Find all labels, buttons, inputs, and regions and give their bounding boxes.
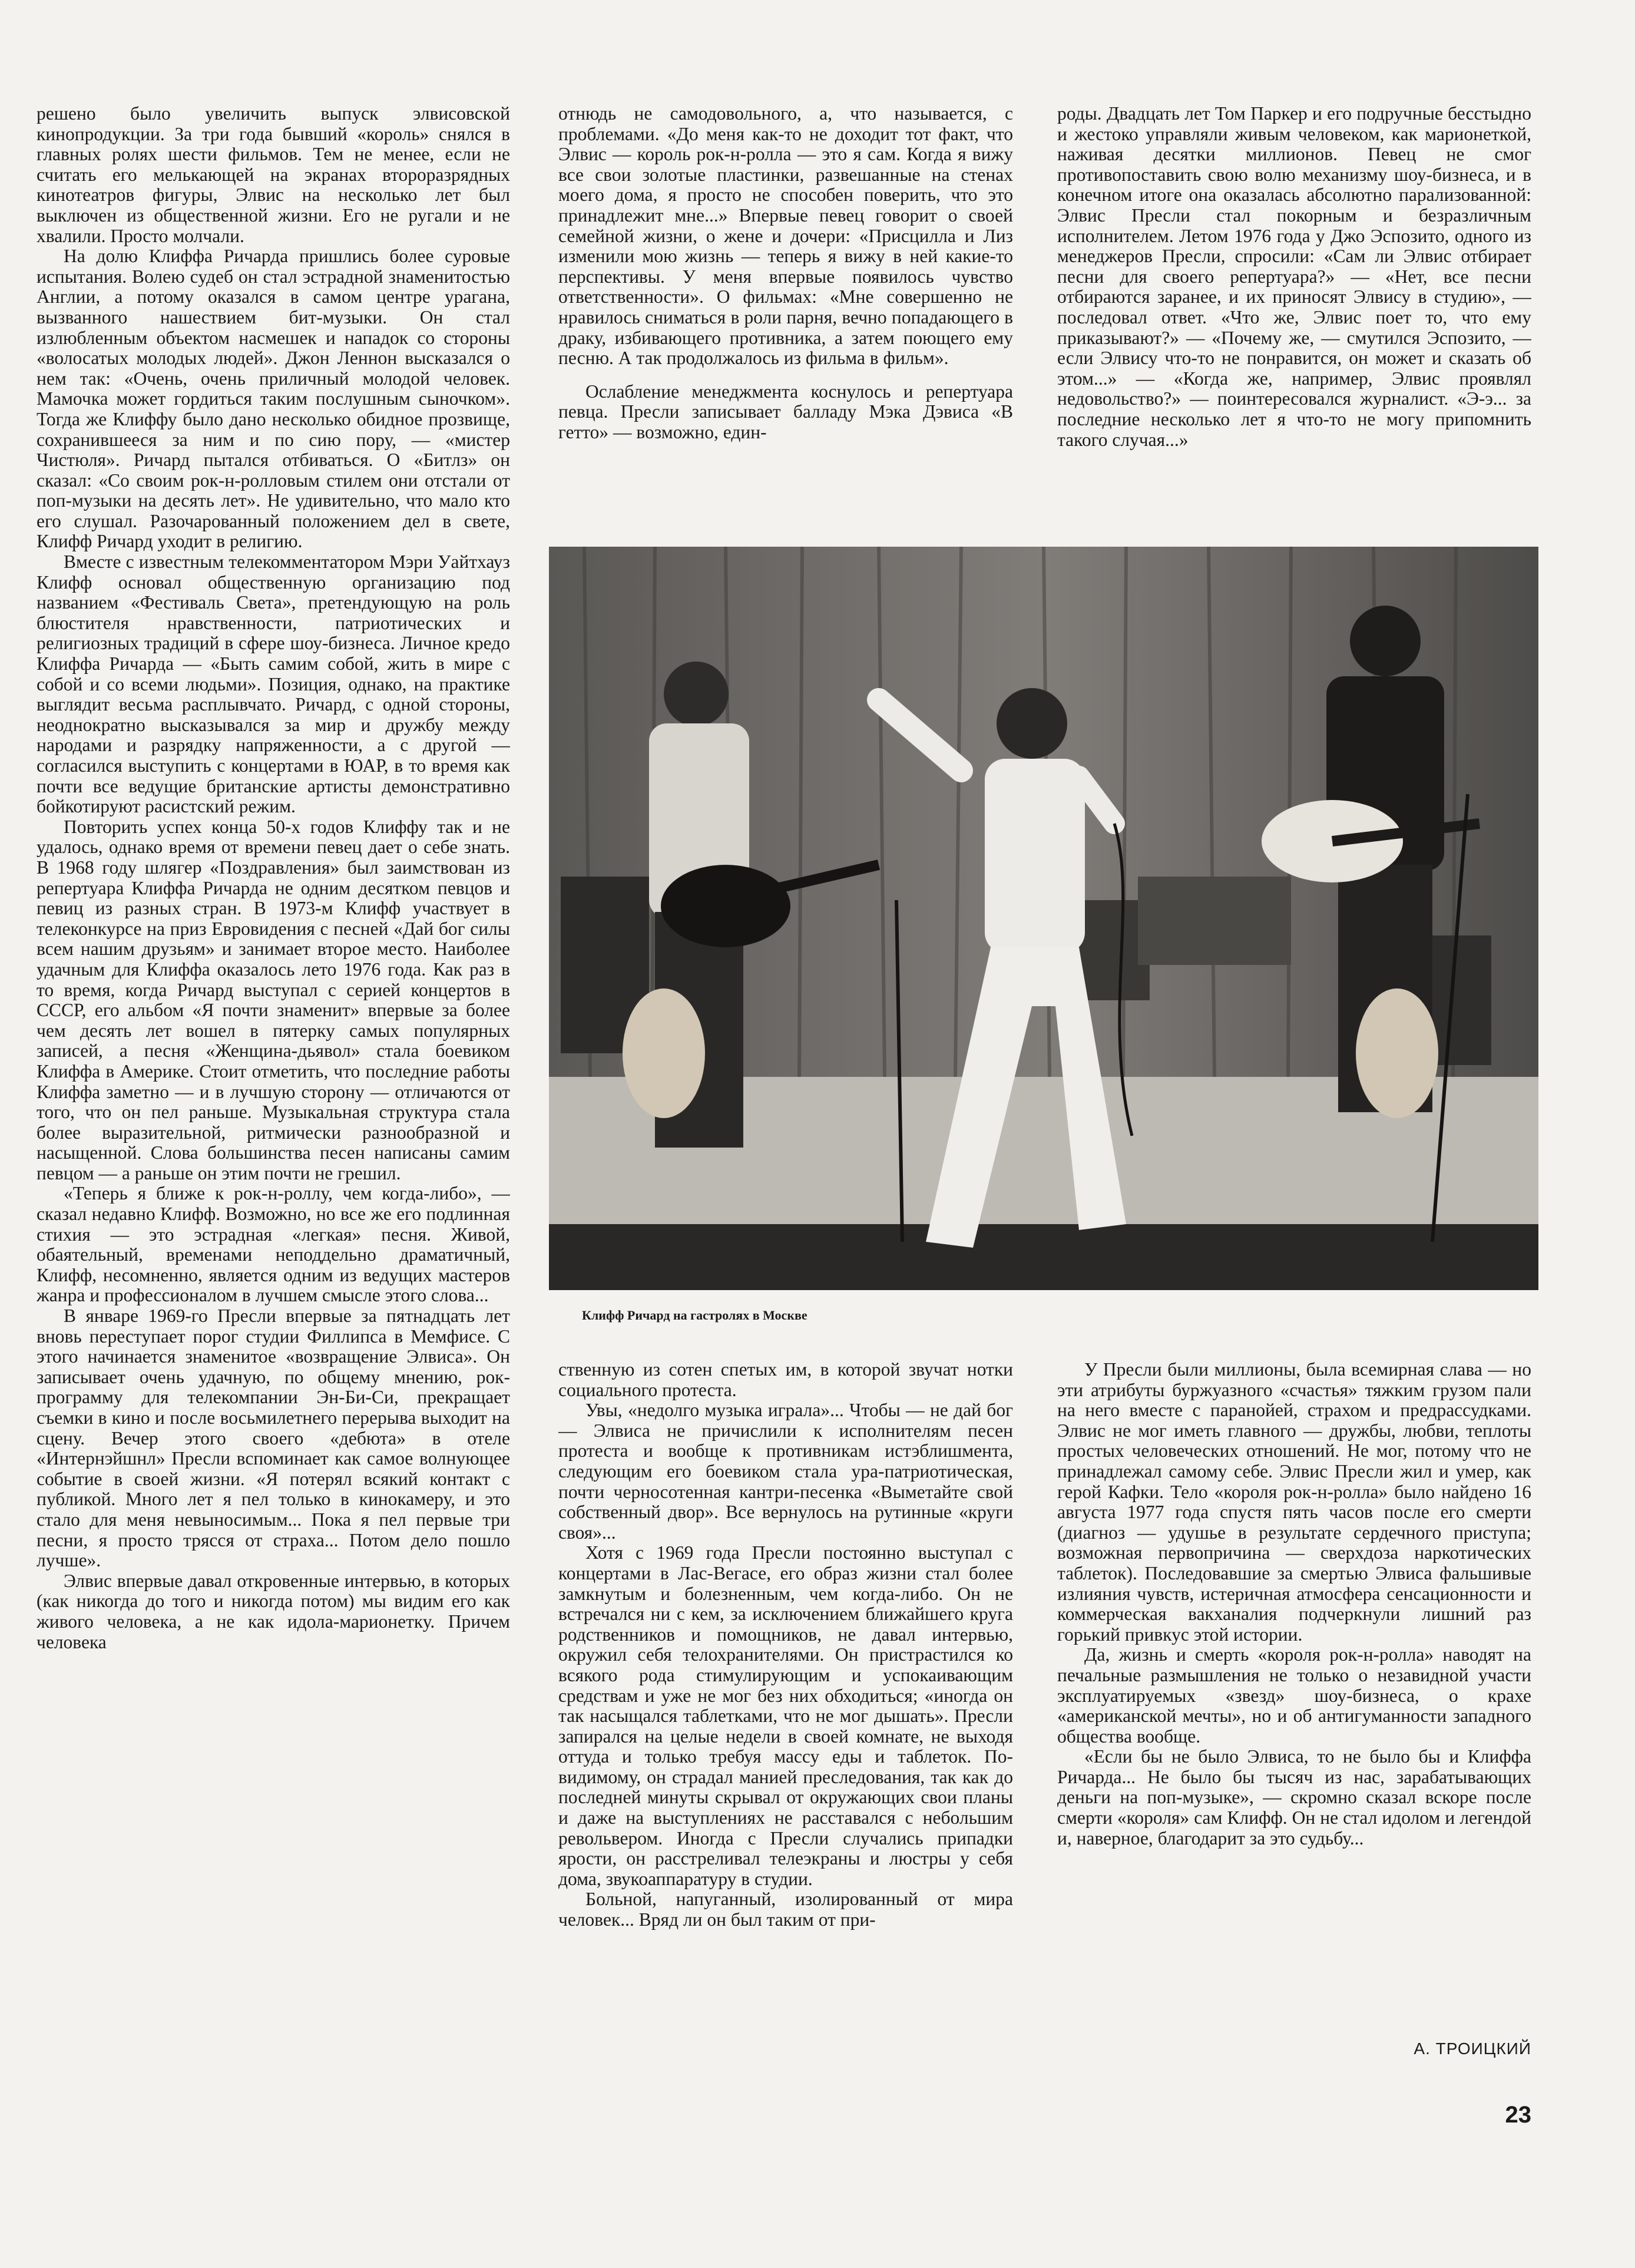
paragraph: В январе 1969-го Пресли впервые за пятнадцать лет вновь переступает порог студии Филлипса в Мемфисе. С этого начинается знаменитое «возвращение Элвиса». Он записывает очень удачную, по общему мнению, рок-программу для телекомпании Эн-Би-Си, прекращает съемки в кино и после восьмилетнего перерыва выходит на сцену. Вечер этого своего «дебюта» в отеле «Интернэйшнл» Пресли вспоминает как самое волнующее событие в своей жизни. «Я потерял всякий контакт с публикой. Много лет я пел только в кинокамеру, и это стало для меня невыносимым... Пока я пел первые три песни, я просто трясся от страха... Потом дело пошло лучше». [37,1305,510,1571]
paragraph: Увы, «недолго музыка играла»... Чтобы — не дай бог — Элвиса не причислили к исполнителям песен протеста и вообще к противникам истэблишмента, следующим его боевиком стала ура-патриотическая, почти черносотенная кантри-песенка «Выметайте свой собственный двор». Все вернулось на рутинные «круги своя»... [558,1400,1013,1543]
concert-photo-icon [549,547,1538,1290]
author-signature: А. ТРОИЦКИЙ [1414,2039,1531,2058]
paragraph: Больной, напуганный, изолированный от мира человек... Вряд ли он был таким от при- [558,1889,1013,1930]
paragraph: «Если бы не было Элвиса, то не было бы и Клиффа Ричарда... Не было бы тысяч из нас, зарабатывающих деньги на поп-музыке», — скромно сказал вскоре после смерти «короля» сам Клифф. Он не стал идолом и легендой и, наверное, благодарит за это судьбу... [1057,1746,1531,1849]
column-3-bottom [1057,1360,1531,2096]
paragraph: Хотя с 1969 года Пресли постоянно выступал с концертами в Лас-Вегасе, его образ жизни стал более замкнутым и болезненным, чем когда-либо. Он не встречался ни с кем, за исключением ближайшего круга родственников и помощников, не давал интервью, окружил себя телохранителями. Он пристрастился ко всякого рода стимулирующим и успокаивающим средствам и уже не мог без них обходиться; «иногда он так насыщался таблетками, что не мог дышать». Пресли запирался на целые недели в своей комнате, не выходя оттуда и только требуя массу еды и таблеток. По-видимому, он страдал манией преследования, так как до последней минуты скрывал от окружающих свои планы и даже на выступлениях не расставался с небольшим револьвером. Иногда с Пресли случались припадки ярости, он расстреливал телеэкраны и люстры у себя дома, звукоаппаратуру в студии. [558,1542,1013,1889]
column-1 [37,104,510,2092]
paragraph: Элвис впервые давал откровенные интервью, в которых (как никогда до того и никогда потом) мы видим его как живого человека, а не как идола-марионетку. Причем человека [37,1570,510,1652]
paragraph: На долю Клиффа Ричарда пришлись более суровые испытания. Волею судеб он стал эстрадной знаменитостью Англии, а потому оказался в самом центре урагана, вызванного нашествием бит-музыки. Он стал излюбленным объектом насмешек и нападок со стороны «волосатых молодых людей». Джон Леннон высказался о нем так: «Очень, очень приличный молодой человек. Мамочка может гордиться таким послушным сыночком». Тогда же Клиффу было дано несколько обидное прозвище, сохранившееся за ним и по сию пору, — «мистер Чистюля». Ричард пытался отбиваться. О «Битлз» он сказал: «Со своим рок-н-ролловым стилем они отстали от поп-музыки на десять лет». Не удивительно, что мало кто его слушал. Разочарованный положением дел в свете, Клифф Ричард уходит в религию. [37,246,510,552]
page-number: 23 [1505,2102,1531,2128]
paragraph: ственную из сотен спетых им, в которой звучат нотки социального протеста. [558,1360,1013,1400]
paragraph: Да, жизнь и смерть «короля рок-н-ролла» наводят на печальные размышления не только о незавидной участи эксплуатируемых «звезд» шоу-бизнеса, о крахе «американской мечты», но и об антигуманности западного общества вообще. [1057,1644,1531,1747]
paragraph: отнюдь не самодовольного, а, что называется, с проблемами. «До меня как-то не доходит тот факт, что Элвис — король рок-н-ролла — это я сам. Когда я вижу все свои золотые пластинки, развешанные на стенах моего дома, я просто не способен поверить, что это принадлежит мне...» Впервые певец говорит о своей семейной жизни, о жене и дочери: «Присцилла и Лиз изменили мою жизнь — теперь я вижу в ней какие-то перспективы. У меня впервые появилось чувство ответственности». О фильмах: «Мне совершенно не нравилось сниматься в роли парня, вечно попадающего в драку, избивающего противника, а затем поющего ему песню. А так продолжалось из фильма в фильм». [558,104,1013,369]
photo-caption: Клифф Ричард на гастролях в Москве [582,1308,807,1323]
paragraph: «Теперь я ближе к рок-н-роллу, чем когда-либо», — сказал недавно Клифф. Возможно, но все же его подлинная стихия — это эстрадная «легкая» песня. Живой, обаятельный, временами неподдельно драматичный, Клифф, несомненно, является одним из ведущих мастеров жанра и профессионалом в лучшем смысле этого слова... [37,1183,510,1306]
paragraph: решено было увеличить выпуск элвисовской кинопродукции. За три года бывший «король» снялся в главных ролях шести фильмов. Тем не менее, если не считать его мелькающей на экранах второразрядных кинотеатров фигуры, Элвис на несколько лет был выключен из общественной жизни. Его не ругали и не хвалили. Просто молчали. [37,104,510,246]
paragraph: Повторить успех конца 50-х годов Клиффу так и не удалось, однако время от времени певец дает о себе знать. В 1968 году шлягер «Поздравления» был заимствован из репертуара Клиффа Ричарда не одним десятком певцов и певиц из разных стран. В 1973-м Клифф участвует в телеконкурсе на приз Евровидения с песней «Дай бог силы всем нашим друзьям» и занимает второе место. Наиболее удачным для Клиффа оказалось лето 1976 года. Как раз в то время, когда Ричард выступал с серией концертов в СССР, его альбом «Я почти знаменит» впервые за более чем десять лет вошел в пятерку самых популярных записей, а песня «Женщина-дьявол» стала боевиком Клиффа в Америке. Стоит отметить, что последние работы Клиффа заметно — и в лучшую сторону — отличаются от того, что он пел раньше. Музыкальная структура стала более выразительной, ритмически разнообразной и насыщенной. Слова большинства песен написаны самим певцом — а раньше он этим почти не грешил. [37,816,510,1183]
paragraph: У Пресли были миллионы, была всемирная слава — но эти атрибуты буржуазного «счастья» тяжким грузом пали на него вместе с паранойей, страхом и предрассудками. Элвис не мог иметь главного — дружбы, любви, теплоты простых человеческих отношений. Не мог, потому что не принадлежал самому себе. Элвис Пресли жил и умер, как герой Кафки. Тело «короля рок-н-ролла» было найдено 16 августа 1977 года спустя пять часов после его смерти (диагноз — удушье в результате сердечного приступа; возможная первопричина — сверхдоза наркотических таблеток). Последовавшие за смертью Элвиса фальшивые излияния чувств, истеричная атмосфера сенсационности и коммерческая вакханалия подчеркнули лишний раз горький привкус этой истории. [1057,1360,1531,1645]
column-3-top [1057,104,1531,523]
paragraph: Ослабление менеджмента коснулось и репертуара певца. Пресли записывает балладу Мэка Дэвиса «В гетто» — возможно, един- [558,381,1013,442]
column-2-bottom [558,1360,1013,2096]
concert-photo [549,547,1538,1290]
paragraph: Вместе с известным телекомментатором Мэри Уайтхауз Клифф основал общественную организацию под названием «Фестиваль Света», претендующую на роль блюстителя нравственности, патриотических и религиозных традиций в сфере шоу-бизнеса. Личное кредо Клиффа Ричарда — «Быть самим собой, жить в мире с собой и со всеми людьми». Позиция, однако, на практике выглядит весьма расплывчато. Ричард, с одной стороны, неоднократно высказывался за мир и дружбу между народами и разрядку напряженности, а с другой — согласился выступить с концертами в ЮАР, в то время как почти все ведущие британские артисты демонстративно бойкотируют расистский режим. [37,551,510,817]
column-2-top [558,104,1013,523]
paragraph: роды. Двадцать лет Том Паркер и его подручные бесстыдно и жестоко управляли живым человеком, как марионеткой, наживая десятки миллионов. Певец не смог противопоставить свою волю механизму шоу-бизнеса, и в конечном итоге она оказалась абсолютно парализованной: Элвис Пресли стал покорным и безразличным исполнителем. Летом 1976 года у Джо Эспозито, одного из менеджеров Пресли, спросили: «Сам ли Элвис отбирает песни для своего репертуара?» — «Нет, все песни отбираются заранее, и их приносят Элвису в студию», — последовал ответ. «Что же, Элвис поет то, что ему приказывают?» — «Почему же, — смутился Эспозито, — если Элвису что-то не понравится, он может и сказать об этом...» — «Когда же, например, Элвис проявлял недовольство?» — поинтересовался журналист. «Э-э... за последние несколько лет я что-то не могу припомнить такого случая...» [1057,104,1531,450]
